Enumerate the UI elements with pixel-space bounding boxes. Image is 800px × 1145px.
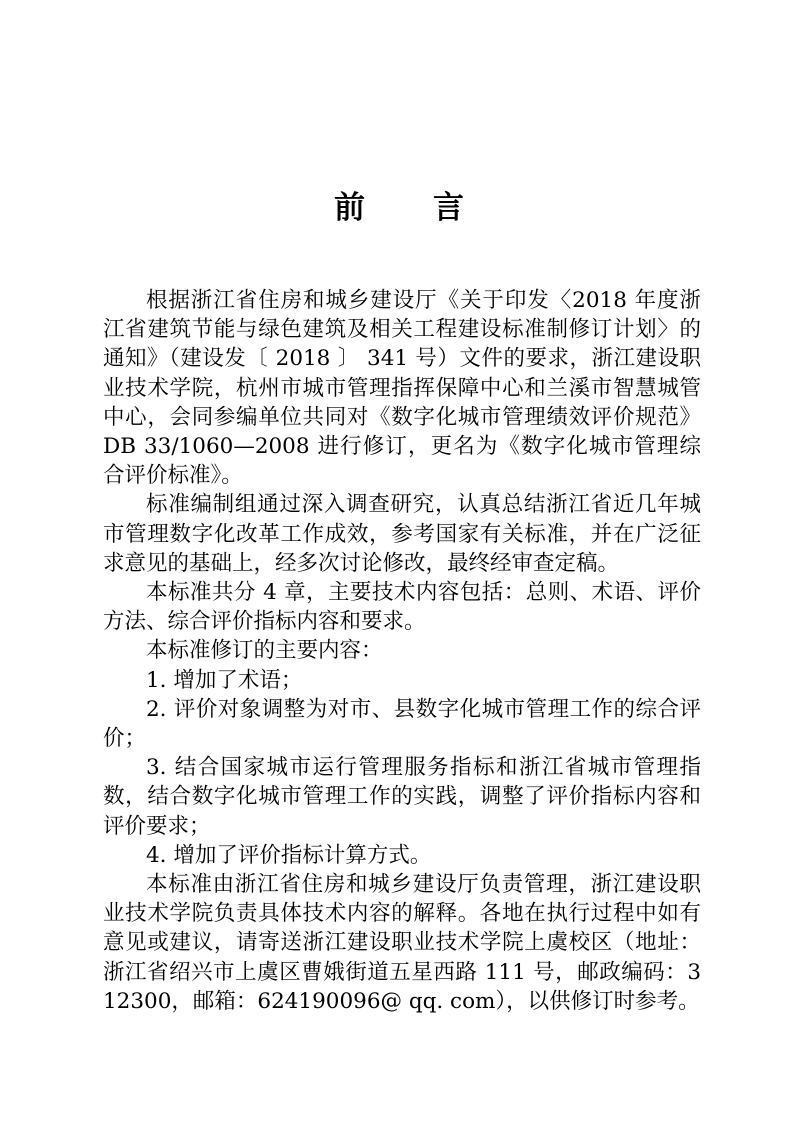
paragraph-chapters: 本标准共分 4 章，主要技术内容包括：总则、术语、评价方法、综合评价指标内容和要求。	[103, 580, 701, 635]
revision-list-item-4: 4. 增加了评价指标计算方式。	[146, 842, 432, 868]
revision-list-item-1: 1. 增加了术语；	[146, 667, 303, 693]
revision-list-item-3: 3. 结合国家城市运行管理服务指标和浙江省城市管理指数，结合数字化城市管理工作的实践，调整了评价指标内容和评价要求；	[103, 755, 701, 839]
page-title: 前 言	[334, 190, 466, 226]
revision-list-item-2: 2. 评价对象调整为对市、县数字化城市管理工作的综合评价；	[103, 696, 701, 752]
document-body	[103, 286, 701, 1016]
paragraph-origin: 根据浙江省住房和城乡建设厅《关于印发〈2018 年度浙江省建筑节能与绿色建筑及相关工程建设标准制修订计划〉的通知》（建设发〔 2018 〕 341 号）文件的要求，浙江建设职业技术学院，杭州市城市管理指挥保障中心和兰溪市智慧城管中心，会同参编单位共同对《数字化城市管理绩效评价规范》 DB 33/1060—2008 进行修订，更名为《数字化城市管理综合评价标准》。	[103, 288, 701, 489]
paragraph-revision-intro: 本标准修订的主要内容：	[146, 638, 383, 664]
paragraph-contact: 本标准由浙江省住房和城乡建设厅负责管理，浙江建设职业技术学院负责具体技术内容的解释。各地在执行过程中如有意见或建议，请寄送浙江建设职业技术学院上虞校区（地址：浙江省绍兴市上虞区曹娥街道五星西路 111 号，邮政编码：312300，邮箱：624190096@ qq. com），以供修订时参考。	[103, 872, 701, 1014]
paragraph-research: 标准编制组通过深入调查研究，认真总结浙江省近几年城市管理数字化改革工作成效，参考国家有关标准，并在广泛征求意见的基础上，经多次讨论修改，最终经审查定稿。	[103, 492, 701, 576]
